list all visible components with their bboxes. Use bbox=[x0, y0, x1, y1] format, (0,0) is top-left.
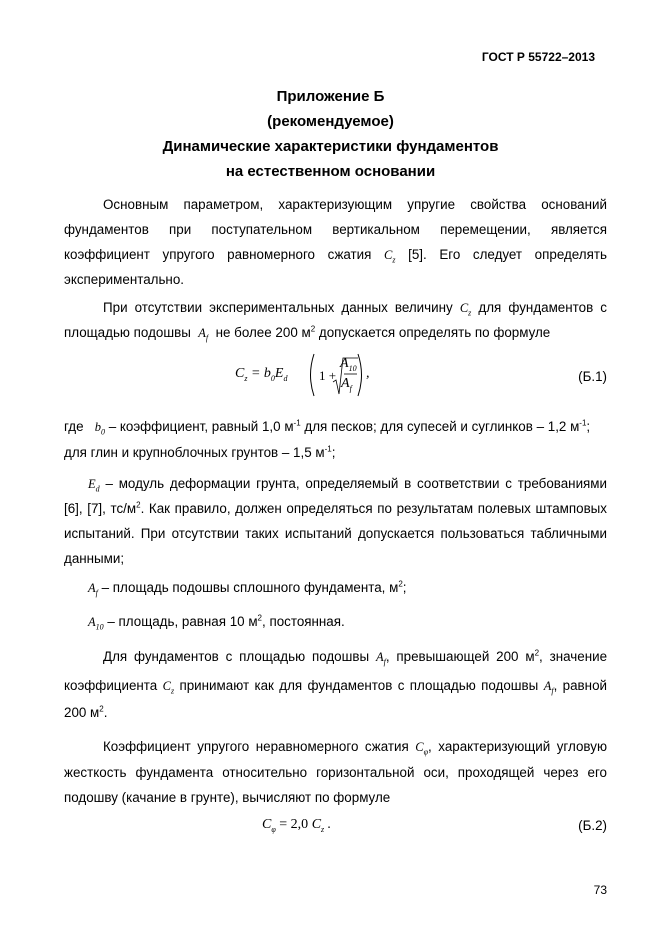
appendix-title: Приложение Б bbox=[276, 88, 385, 105]
paragraph-line: Коэффициент упругого неравномерного сжатия $C_\varphi$, характеризующий угловую bbox=[103, 739, 607, 757]
paragraph-line: При отсутствии экспериментальных данных величину $C_z$ для фундаментов с bbox=[103, 300, 607, 318]
appendix-heading: Динамические характеристики фундаментов bbox=[162, 138, 499, 155]
appendix-heading-cont: на естественном основании bbox=[225, 163, 436, 180]
paragraph-line: испытаний. При отсутствии таких испытаний допускается пользоваться табличными bbox=[64, 526, 607, 541]
definition-a10: $A_{10}$ – площадь, равная 10 $м^2$, постоянная. bbox=[88, 613, 345, 632]
paragraph-line: Основным параметром, характеризующим упругие свойства оснований bbox=[103, 197, 607, 212]
paragraph-line: [6], [7], $тс/м^2$. Как правило, должен определяться по результатам полевых штамповых bbox=[64, 500, 607, 516]
paragraph-line: подошву (качание в грунте), вычисляют по формуле bbox=[64, 790, 391, 805]
paragraph-line: Для фундаментов с площадью подошвы $A_f$, превышающей 200 $м^2$, значение bbox=[103, 648, 608, 667]
equation-number: (Б.1) bbox=[578, 369, 607, 384]
paragraph-line: жесткость фундамента относительно горизонтальной оси, проходящей через его bbox=[64, 765, 607, 780]
paragraph-line: данными; bbox=[64, 551, 125, 566]
paragraph-line: площадью подошвы $A_f$ не более 200 $м^2$ допускается определять по формуле bbox=[64, 324, 551, 343]
definition-b0-cont: для глин и крупноблочных грунтов – 1,5 $м^{-1}$; bbox=[64, 444, 336, 460]
paragraph-line: экспериментально. bbox=[64, 272, 184, 287]
standard-header: ГОСТ Р 55722–2013 bbox=[481, 50, 595, 64]
formula-b1-body bbox=[306, 352, 366, 398]
paragraph-line: фундаментов при поступательном вертикальном перемещении, является bbox=[64, 222, 607, 237]
formula-b1: $C_z = b_0E_d$ bbox=[235, 366, 288, 383]
paragraph-line: коэффициент упругого равномерного сжатия $C_z$ [5]. Его следует определять bbox=[64, 247, 607, 265]
appendix-status: (рекомендуемое) bbox=[267, 113, 394, 130]
formula-denominator: $A_f$ bbox=[341, 376, 352, 393]
equation-number: (Б.2) bbox=[578, 818, 607, 833]
definition-ed: $E_d$ – модуль деформации грунта, определяемый в соответствии с требованиями bbox=[88, 476, 607, 494]
formula-numerator: $A_{10}$ bbox=[340, 356, 357, 373]
page-number: 73 bbox=[593, 883, 607, 897]
paragraph-line: коэффициента $C_z$ принимают как для фундаментов с площадью подошвы $A_f$, равной bbox=[64, 678, 607, 696]
symbol-cz: $C_z$ bbox=[384, 248, 396, 265]
formula-comma: , bbox=[366, 366, 370, 381]
paragraph-line: 200 $м^2$. bbox=[64, 704, 108, 720]
formula-b2: $C_\varphi = 2,0$ $C_z$ . bbox=[262, 817, 332, 834]
definition-b0: где $b_0$ – коэффициент, равный 1,0 $м^{-1}$ для песков; для супесей и суглинков – 1,2 $м^{-1}$; bbox=[64, 418, 591, 437]
formula-one: 1 + bbox=[319, 368, 337, 383]
definition-af: $A_f$ – площадь подошвы сплошного фундамента, $м^2$; bbox=[88, 579, 407, 598]
